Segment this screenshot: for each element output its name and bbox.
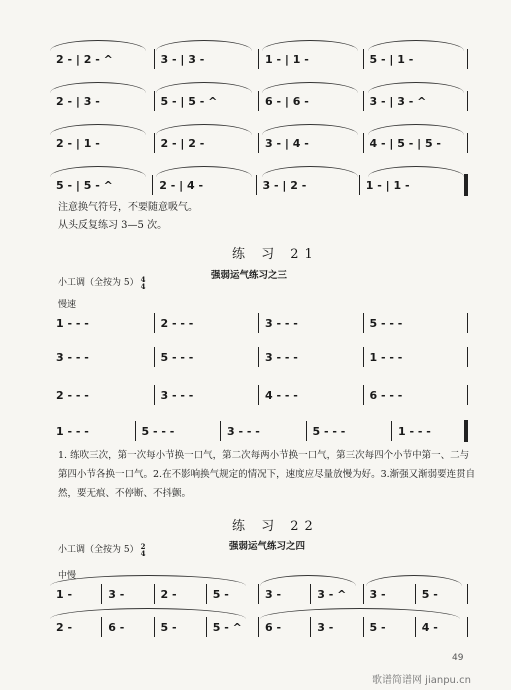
measure: 3 - [265, 587, 282, 601]
measure: 5 - | 1 - [369, 52, 414, 66]
measure: 3 - | 3 - ^ [369, 94, 427, 108]
measure: 3 - ^ [317, 587, 347, 601]
measure: 3 - - - [160, 388, 194, 402]
measure: 2 - | 4 - [159, 178, 204, 192]
measure: 5 - - - [312, 424, 346, 438]
measure: 6 - | 6 - [265, 94, 309, 108]
ex21-tempo: 慢速 [58, 300, 77, 310]
ex21-title: 练 习 21 [232, 247, 319, 262]
page-number: 49 [452, 653, 464, 663]
measure: 2 - [160, 587, 177, 601]
ex21-instructions: 1. 练吹三次，第一次每小节换一口气，第二次每两小节换一口气，第三次每四个小节中第一、二与第四小节各换一口气。2.在不影响换气规定的情况下，速度应尽量放慢为好。3.渐强又渐弱要连贯自然，要无痕、不停断、不抖颤。 [58, 450, 476, 499]
ex20-note-2: 从头反复练习 3—5 次。 [58, 220, 168, 231]
measure: 2 - | 2 - ^ [56, 52, 113, 66]
measure: 2 - | 1 - [56, 136, 100, 150]
measure: 3 - | 3 - [160, 52, 205, 66]
ex20-note-1: 注意换气符号，不要随意吸气。 [58, 202, 198, 213]
ex21-row-3 [50, 384, 468, 406]
measure: 1 - | 1 - [265, 52, 309, 66]
measure: 2 - | 2 - [160, 136, 205, 150]
measure: 1 - - - [369, 350, 403, 364]
measure: 3 - [369, 587, 386, 601]
measure: 3 - | 2 - [262, 178, 307, 192]
measure: 5 - - - [160, 350, 194, 364]
measure: 1 - - - [56, 316, 89, 330]
measure: 2 - | 3 - [56, 94, 100, 108]
ex20-row-3 [50, 132, 468, 154]
ex21-subtitle: 强弱运气练习之三 [211, 270, 288, 281]
measure: 5 - - - [141, 424, 175, 438]
watermark: 歌谱简谱网 jianpu.cn [372, 675, 471, 686]
measure: 4 - - - [265, 388, 298, 402]
measure: 5 - [369, 620, 386, 634]
ex21-key: 小工调（全按为 5） 4 4 [58, 274, 146, 291]
measure: 4 - [421, 620, 438, 634]
measure: 6 - [108, 620, 125, 634]
ex22-row-1 [50, 583, 468, 605]
ex20-row-4 [50, 174, 468, 196]
ex22-row-2 [50, 616, 468, 638]
measure: 3 - - - [265, 316, 298, 330]
measure: 2 - [56, 620, 73, 634]
measure: 5 - ^ [212, 620, 242, 634]
ex21-row-2 [50, 346, 468, 368]
measure: 3 - [108, 587, 125, 601]
measure: 1 - [56, 587, 73, 601]
measure: 1 - - - [398, 424, 431, 438]
measure: 5 - | 5 - ^ [56, 178, 113, 192]
ex22-title: 练 习 22 [232, 519, 319, 534]
ex20-row-2 [50, 90, 468, 112]
measure: 2 - - - [56, 388, 89, 402]
measure: 5 - - - [369, 316, 403, 330]
measure: 5 - [421, 587, 438, 601]
ex22-tempo: 中慢 [58, 571, 77, 581]
measure: 2 - - - [160, 316, 194, 330]
measure: 5 - | 5 - ^ [160, 94, 218, 108]
measure: 1 - | 1 - [365, 178, 410, 192]
measure: 3 - - - [265, 350, 298, 364]
measure: 3 - - - [56, 350, 89, 364]
ex20-row-1 [50, 48, 468, 70]
ex21-row-4 [50, 420, 468, 442]
measure: 3 - [317, 620, 334, 634]
measure: 1 - - - [56, 424, 89, 438]
ex21-row-1 [50, 312, 468, 334]
measure: 5 - [160, 620, 177, 634]
measure: 6 - [265, 620, 282, 634]
measure: 3 - | 4 - [265, 136, 309, 150]
ex22-key: 小工调（全按为 5） 2 4 [58, 541, 146, 558]
ex22-subtitle: 强弱运气练习之四 [229, 541, 306, 552]
measure: 5 - [212, 587, 229, 601]
measure: 6 - - - [369, 388, 403, 402]
measure: 3 - - - [227, 424, 260, 438]
measure: 4 - | 5 - | 5 - [369, 136, 441, 150]
